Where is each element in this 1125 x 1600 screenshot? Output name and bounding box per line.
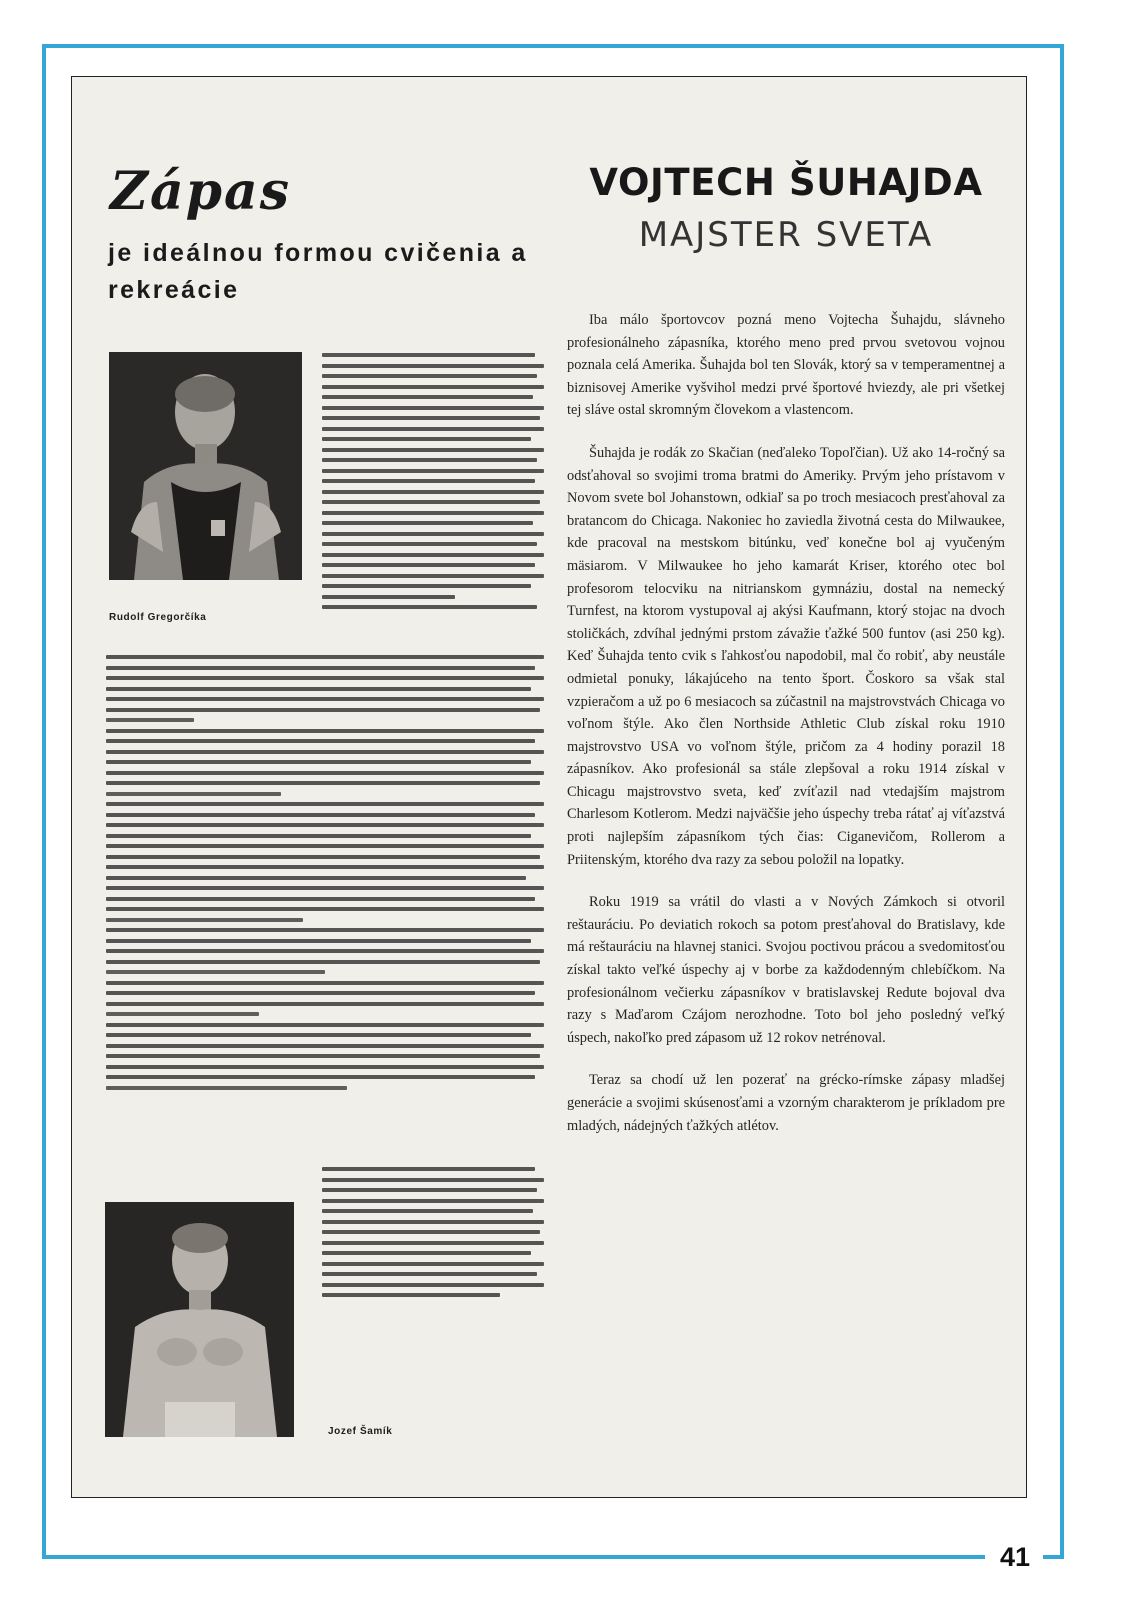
wrestler-photo-1 bbox=[109, 352, 302, 580]
photo-1-caption: Rudolf Gregorčíka bbox=[109, 612, 207, 623]
right-article-paragraph: Iba málo športovcov pozná meno Vojtecha Šuhajdu, slávneho profesionálneho zápasníka, ktorého meno pred prvou svetovou vojnou poznala celá Amerika. Šuhajda bol ten Slovák, ktorý sa v temperamentnej a biznisovej Amerike vyšvihol medzi prvé športové hviezdy, ale pri všetkej tej sláve ostal skromným človekom a vlastencom. bbox=[567, 312, 1005, 419]
right-article-paragraph: Teraz sa chodí už len pozerať na grécko-rímske zápasy mladšej generácie a svojimi skúsenosťami a vzorným charakterom je príkladom pre mladých, nádejných ťažkých atlétov. bbox=[567, 1072, 1005, 1134]
wrestler-portrait-2 bbox=[105, 1202, 294, 1437]
wrestler-photo-2 bbox=[105, 1202, 294, 1437]
right-article-title: VOJTECH ŠUHAJDA bbox=[589, 161, 983, 204]
left-article-title: Zápas bbox=[110, 161, 291, 222]
left-article-subtitle: je ideálnou formou cvičenia a rekreácie bbox=[108, 239, 528, 304]
photo-2-caption: Jozef Šamík bbox=[328, 1426, 393, 1437]
newspaper-scan bbox=[71, 76, 1027, 1498]
right-article-paragraph: Roku 1919 sa vrátil do vlasti a v Nových Zámkoch si otvoril reštauráciu. Po deviatich rokoch sa potom presťahoval do Bratislavy, kde má reštauráciu na hlavnej stanici. Svojou poctivou prácou a svedomitosťou získal takto veľké úspechy aj v borbe za každodenným chlebíčkom. Na profesionálnom večierku zápasníkov v bratislavskej Redute bojoval dva razy s Maďarom Czájom nerozhodne. Toto bol jeho posledný veľký úspech, nakoľko pred zápasom už 12 rokov netrénoval. bbox=[567, 894, 1005, 1046]
page-number: 41 bbox=[999, 1542, 1031, 1572]
left-article-column-body bbox=[106, 655, 544, 1096]
right-article-body bbox=[567, 309, 1005, 1157]
right-article-subtitle: MAJSTER SVETA bbox=[638, 215, 934, 255]
left-article-column-lower bbox=[322, 1167, 544, 1304]
wrestler-portrait-1 bbox=[109, 352, 302, 580]
left-article-column-upper bbox=[322, 353, 544, 616]
right-article-paragraph: Šuhajda je rodák zo Skačian (neďaleko Topoľčian). Už ako 14-ročný sa odsťahoval so svojimi troma bratmi do Ameriky. Prvým jeho prístavom v Novom svete bol Johanstown, odkiaľ sa po troch mesiacoch presťahoval za bratancom do Chicaga. Nakoniec ho zaviedla životná cesta do Milwaukee, kde pracoval na mestskom bitúnku, veď konečne bol aj vyučeným mäsiarom. V Milwaukee ho jeho kamarát Kriser, ktorého otec bol profesorom telocviku na nitrianskom gymnáziu, dostal na nemecký Turnfest, na ktorom vystupoval aj akýsi Kaufmann, ktorý stojac na dvoch stoličkách, zdvíhal jednými prstom závažie ťažké 500 funtov (asi 250 kg). Keď Šuhajda tento cvik s ľahkosťou napodobil, mal čo robiť, aby neustále odmietal ponuky, lákajúceho na tento šport. Čoskoro sa však stal vzpieračom a už po 6 mesiacoch sa zúčastnil na majstrovstvách Chicaga vo voľnom štýle. Ako člen Northside Athletic Club získal roku 1910 majstrovstvo USA vo voľnom štýle, pričom za 4 hodiny porazil 18 zápasníkov. Ako profesionál sa stále zlepšoval a roku 1914 získal v Chicagu majstrovstvo sveta, keď zvíťazil nad vtedajším majstrom Charlesom Kotlerom. Medzi najväčšie jeho úspechy treba rátať aj víťazstvá proti najlepším zápasníkom tých čias: Ciganevičom, Rollerom a Priitenským, ktorého dva razy za sebou položil na lopatky. bbox=[567, 444, 1005, 868]
